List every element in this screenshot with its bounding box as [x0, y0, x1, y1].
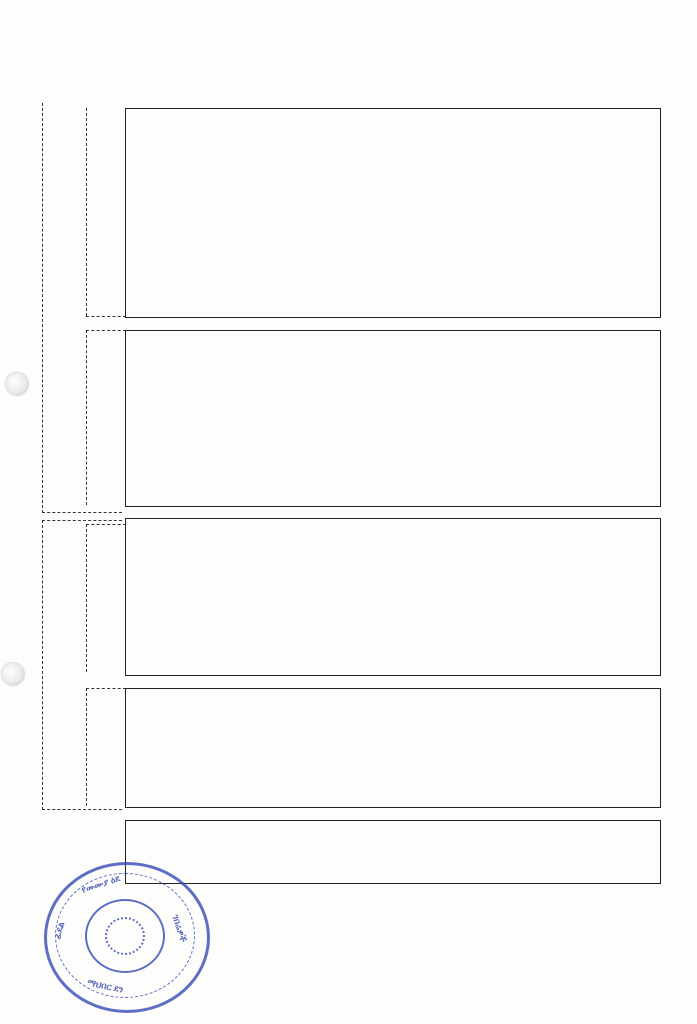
seal-stamp: የመሙያ ዕደ ፊደል ገበሬዎች ማህበር ደን	[44, 862, 210, 1013]
income-table	[125, 820, 661, 884]
capital-table	[125, 330, 661, 507]
timber-bracket-top	[86, 524, 126, 525]
other-bracket-top	[86, 688, 126, 689]
other-bracket	[86, 688, 87, 806]
timber-bracket	[86, 524, 87, 672]
capital-bracket-top	[86, 330, 126, 331]
returns-bracket-top	[42, 520, 122, 521]
inputs-bracket	[42, 103, 43, 513]
labour-table	[125, 108, 661, 318]
capital-bracket	[86, 330, 87, 505]
returns-bracket	[42, 520, 43, 810]
other-table	[125, 688, 661, 808]
returns-bracket-bottom	[42, 809, 122, 810]
labour-bracket-bottom	[86, 316, 126, 317]
punch-hole-icon	[6, 373, 28, 395]
timber-table	[125, 518, 661, 676]
labour-bracket	[86, 108, 87, 316]
punch-hole-icon	[2, 663, 24, 685]
inputs-bracket-bottom	[42, 512, 122, 513]
